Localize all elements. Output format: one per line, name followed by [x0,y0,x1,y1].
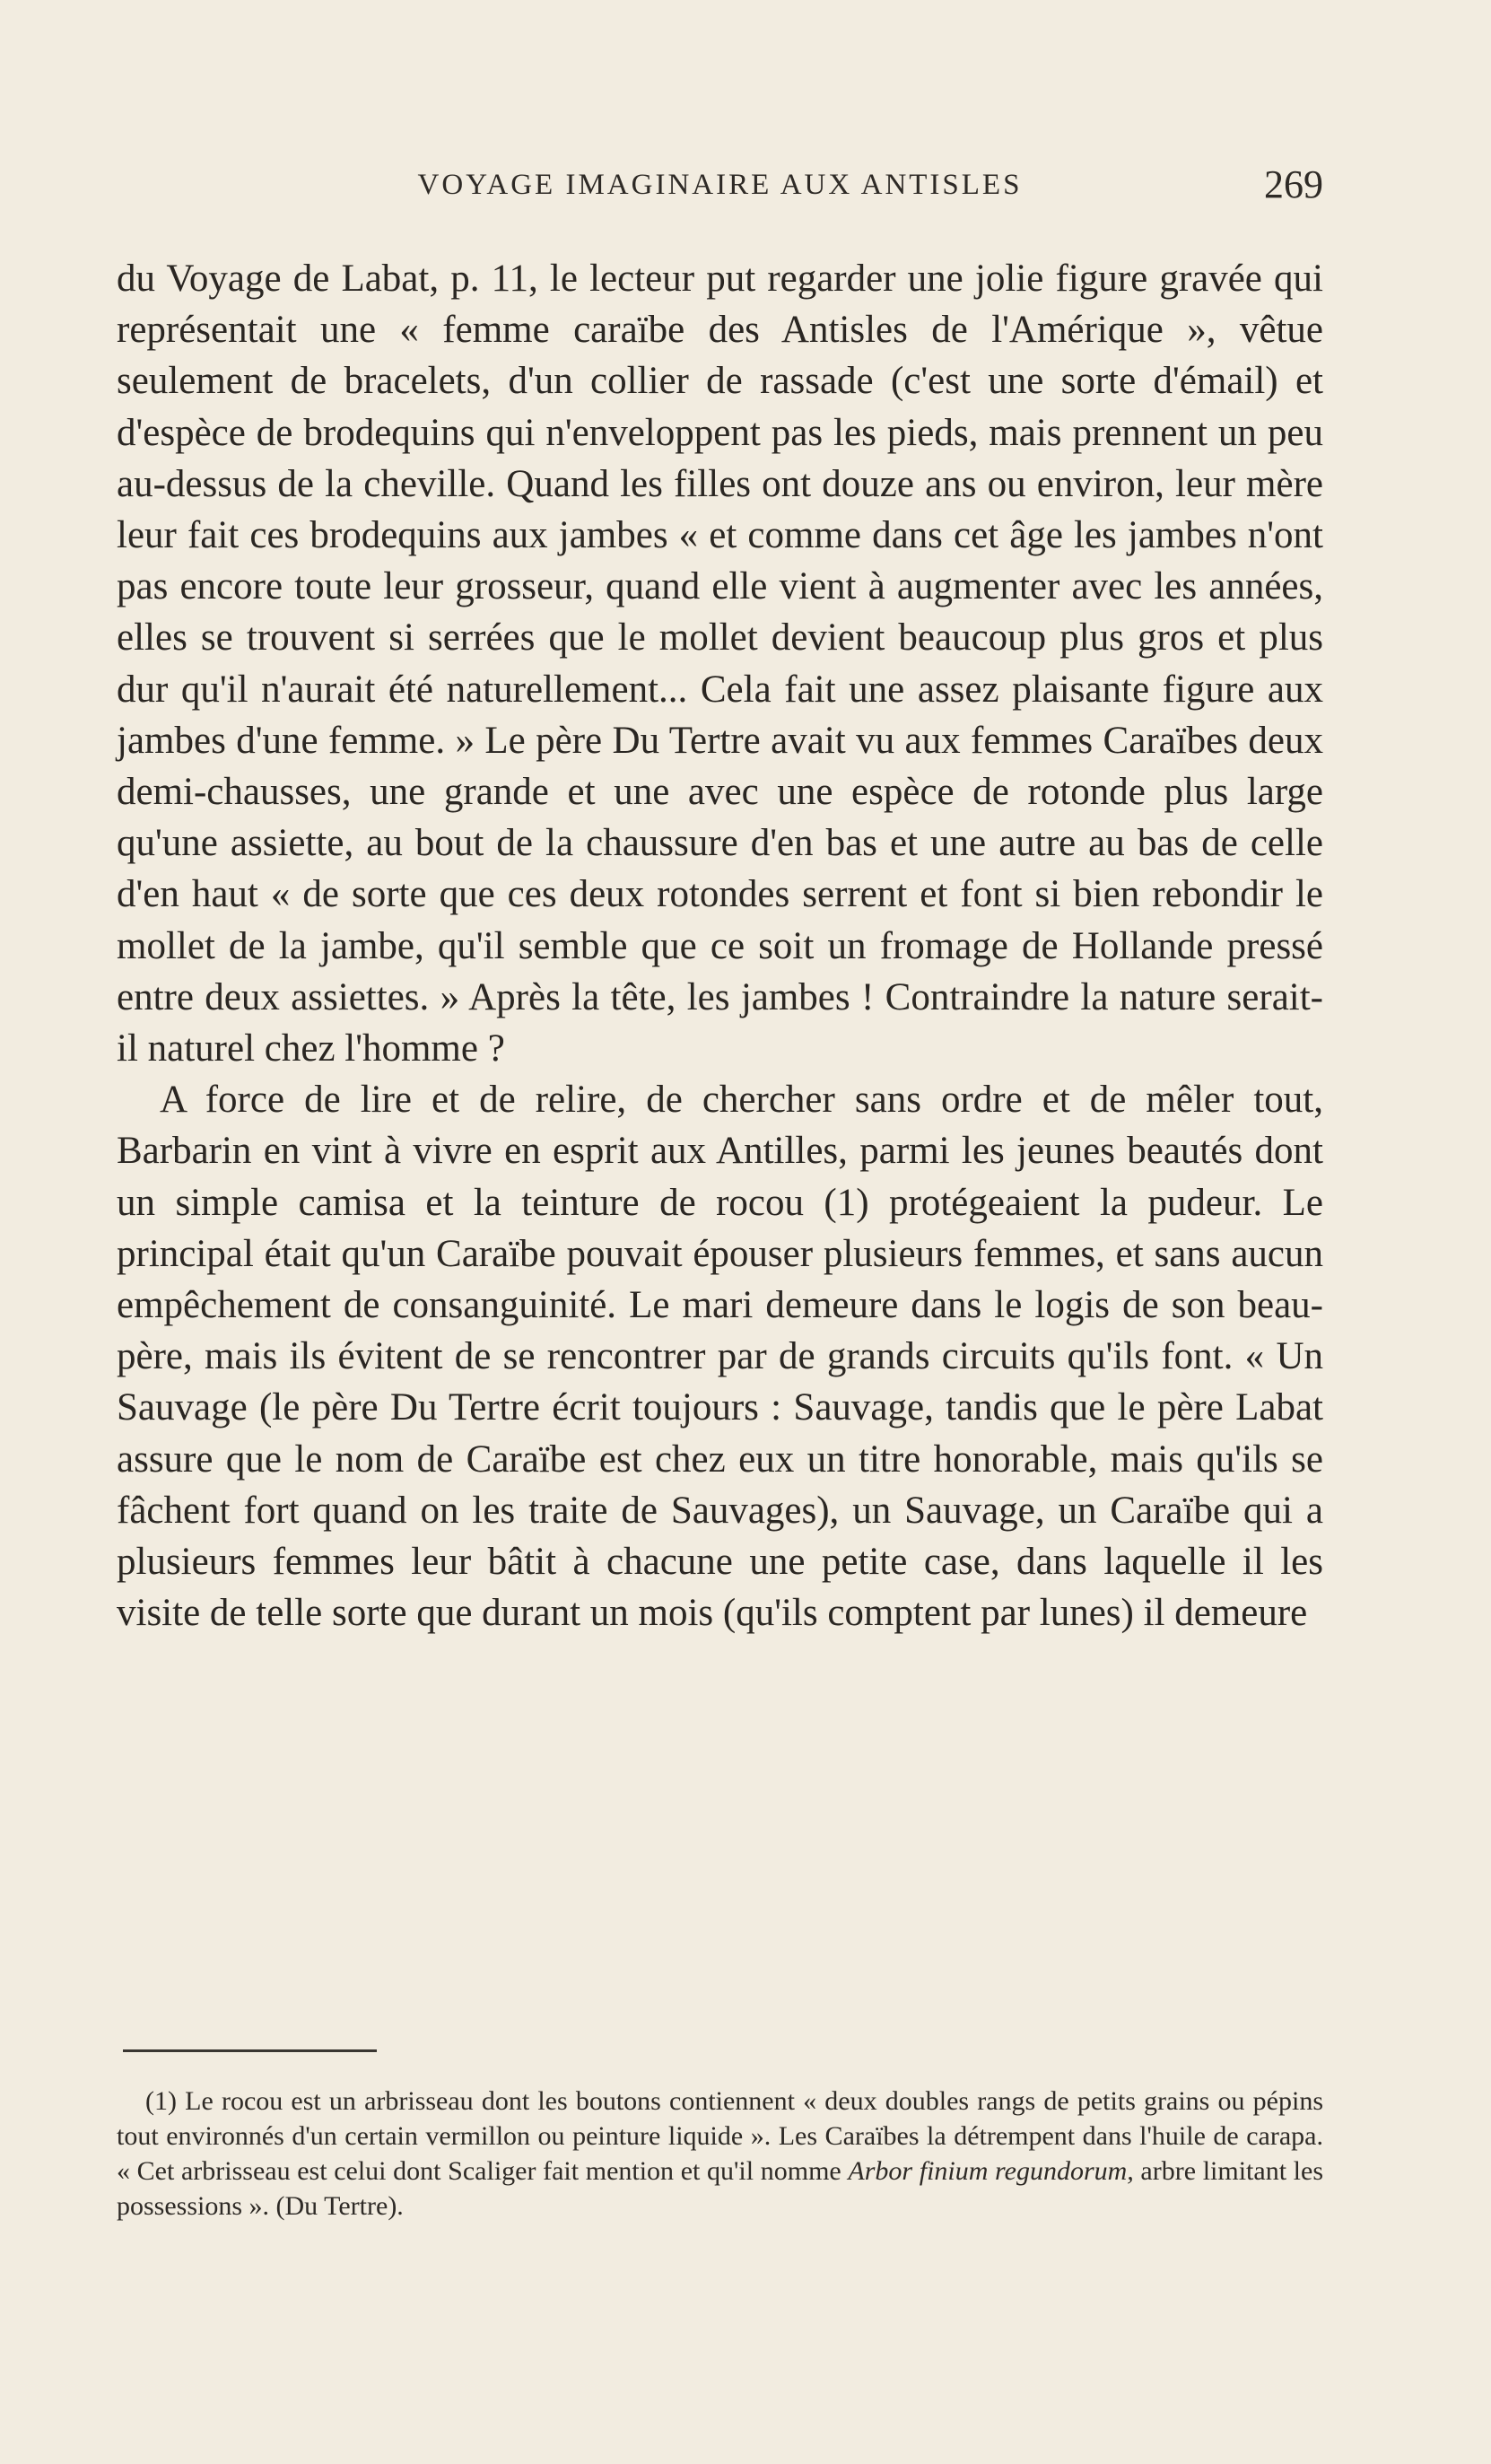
footnote-text: (1) Le rocou est un arbrisseau dont les boutons contiennent « deux doubles rangs de petits grains ou pépins tout environnés d'un certain vermillon ou peinture liquide ». Les Caraïbes la détrempent dans l'huile de carapa. « Cet arbrisseau est celui dont Scaliger fait mention et qu'il nomme [117,2086,1323,2186]
footnote-text-end: arbre limitant les possessions ». (Du Tertre). [117,2156,1324,2221]
running-head [117,162,1323,215]
paragraph: A force de lire et de relire, de chercher sans ordre et de mêler tout, Barbarin en vint à vivre en esprit aux Antilles, parmi les jeunes beautés dont un simple camisa et la teinture de rocou (1) protégeaient la pudeur. Le principal était qu'un Caraïbe pouvait épouser plusieurs femmes, et sans aucun empêchement de consanguinité. Le mari demeure dans le logis de son beau-père, mais ils évitent de se rencontrer par de grands circuits qu'ils font. « Un Sauvage (le père Du Tertre écrit toujours : Sauvage, tandis que le père Labat assure que le nom de Caraïbe est chez eux un titre honorable, mais qu'ils se fâchent fort quand on les traite de Sauvages), un Sauvage, un Caraïbe qui a plusieurs femmes leur bâtit à chacune une petite case, dans laquelle il les visite de telle sorte que durant un mois (qu'ils comptent par lunes) il demeure [117,1079,1323,1635]
paragraph: du Voyage de Labat, p. 11, le lecteur put regarder une jolie figure gravée qui représentait une « femme caraïbe des Antisles de l'Amérique », vêtue seulement de bracelets, d'un collier de rassade (c'est une sorte d'émail) et d'espèce de brodequins qui n'enveloppent pas les pieds, mais prennent un peu au-dessus de la cheville. Quand les filles ont douze ans ou environ, leur mère leur fait ces brodequins aux jambes « et comme dans cet âge les jambes n'ont pas encore toute leur grosseur, quand elle vient à augmenter avec les années, elles se trouvent si serrées que le mollet devient beaucoup plus gros et plus dur qu'il n'aurait été naturellement... Cela fait une assez plaisante figure aux jambes d'une femme. » Le père Du Tertre avait vu aux femmes Caraïbes deux demi-chausses, une grande et une avec une espèce de rotonde plus large qu'une assiette, au bout de la chaussure d'en bas et une autre au bas de celle d'en haut « de sorte que ces deux rotondes serrent et font si bien rebondir le mollet de la jambe, qu'il semble que ce soit un fromage de Hollande pressé entre deux assiettes. » Après la tête, les jambes ! Contraindre la nature serait-il naturel chez l'homme ? [117,258,1323,1070]
body-text [117,253,1323,1638]
running-title: VOYAGE IMAGINAIRE AUX ANTISLES [417,169,1023,201]
footnote [117,2084,1323,2224]
footnote-paragraph [117,2084,1323,2224]
footnote-divider [123,2049,377,2052]
page-number: 269 [1264,162,1323,206]
footnote-italic-term: Arbor finium regundorum, [848,2156,1134,2186]
